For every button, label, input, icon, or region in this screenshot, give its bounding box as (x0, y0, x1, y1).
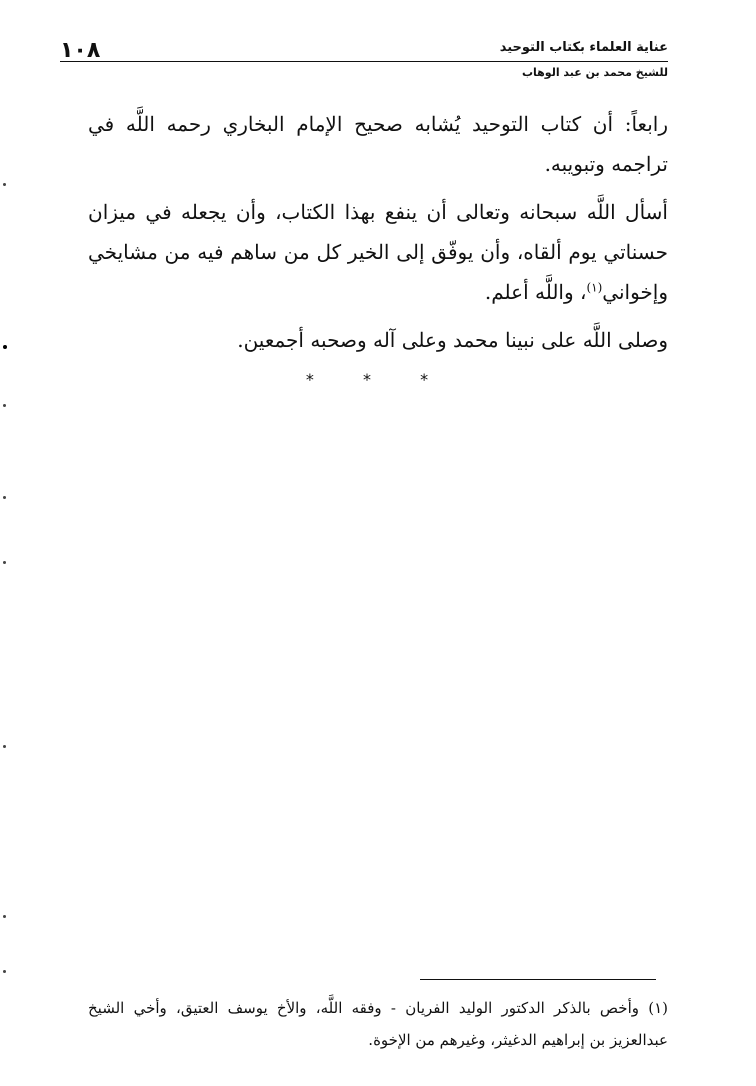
running-header (60, 38, 668, 90)
header-rule (60, 61, 668, 62)
scan-mark (3, 561, 6, 564)
main-text (88, 104, 668, 368)
paragraph-prayer (88, 192, 668, 312)
footnote-reference: (١) (586, 280, 603, 295)
scan-mark (3, 915, 6, 918)
paragraph-prayer-text: أسأل اللَّه سبحانه وتعالى أن ينفع بهذا الكتاب، وأن يجعله في ميزان حسناتي يوم ألقاه، وأن يوفّق إلى الخير كل من ساهم فيه من مشايخي وإخواني (88, 200, 668, 304)
scan-mark (3, 970, 6, 973)
scan-mark (3, 404, 6, 407)
scan-mark (3, 496, 6, 499)
scan-mark (3, 345, 7, 349)
section-separator: * * * (305, 370, 451, 389)
paragraph-prayer-end: ، واللَّه أعلم. (484, 280, 587, 304)
footnote: (١) وأخص بالذكر الدكتور الوليد الفريان - وفقه اللَّه، والأخ يوسف العتيق، وأخي الشيخ عبدالعزيز بن إبراهيم الدغيثر، وغيرهم من الإخوة. (88, 999, 668, 1049)
header-title: عناية العلماء بكتاب التوحيد (499, 40, 668, 55)
footnote-rule (420, 979, 656, 980)
scan-mark (3, 745, 6, 748)
header-titles (500, 38, 668, 82)
header-subtitle: للشيخ محمد بن عبد الوهاب (521, 66, 668, 79)
paragraph-fourth-point: رابعاً: أن كتاب التوحيد يُشابه صحيح الإمام البخاري رحمه اللَّه في تراجمه وتبويبه. (88, 112, 668, 176)
page-number: ١٠٨ (60, 38, 101, 63)
paragraph-closing: وصلى اللَّه على نبينا محمد وعلى آله وصحبه أجمعين. (237, 328, 668, 352)
scan-mark (3, 183, 6, 186)
